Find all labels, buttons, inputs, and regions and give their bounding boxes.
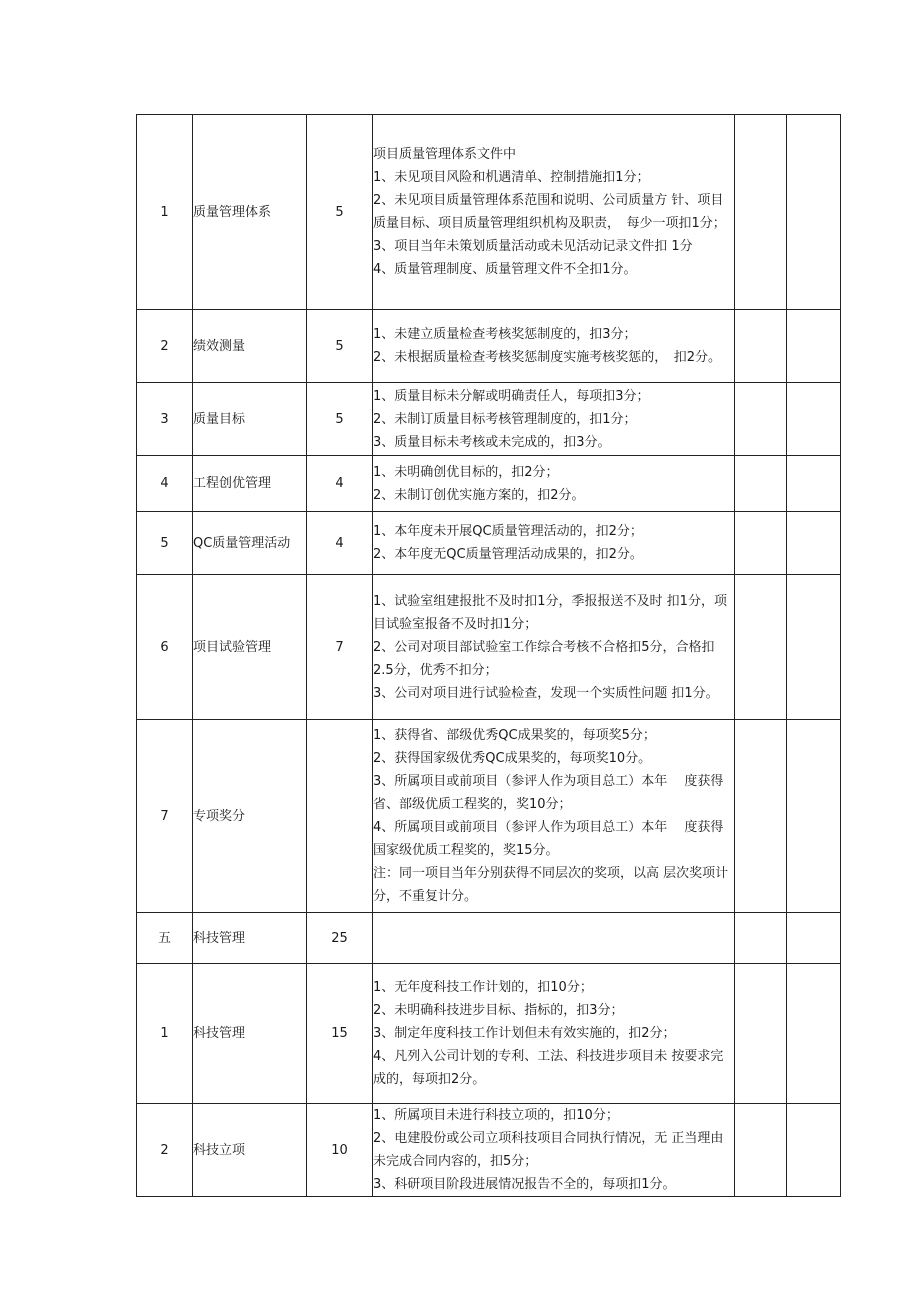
table-row (137, 115, 841, 310)
item-score: 10 (307, 1104, 373, 1197)
table-row (137, 575, 841, 720)
empty-cell (735, 456, 787, 512)
item-score: 5 (307, 115, 373, 310)
criteria-line: 1、未建立质量检查考核奖惩制度的，扣3分； (373, 327, 637, 342)
item-name: 绩效测量 (193, 310, 307, 383)
item-name: 科技管理 (193, 964, 307, 1104)
item-name: QC质量管理活动 (193, 512, 307, 575)
criteria (373, 383, 735, 456)
criteria-line: 1、无年度科技工作计划的，扣10分； (373, 980, 593, 995)
criteria-line: 1、未见项目风险和机遇清单、控制措施扣1分； (373, 170, 650, 185)
empty-cell (787, 115, 841, 310)
empty-cell (787, 575, 841, 720)
criteria-line: 注：同一项目当年分别获得不同层次的奖项，以高 层次奖项计分，不重复计分。 (373, 866, 729, 904)
empty-cell (787, 913, 841, 964)
empty-cell (787, 964, 841, 1104)
empty-cell (735, 310, 787, 383)
empty-cell (787, 383, 841, 456)
empty-cell (787, 512, 841, 575)
item-name: 科技立项 (193, 1104, 307, 1197)
criteria (373, 115, 735, 310)
criteria (373, 720, 735, 913)
row-number: 2 (137, 310, 193, 383)
empty-cell (787, 1104, 841, 1197)
table-row (137, 964, 841, 1104)
criteria-line: 4、凡列入公司计划的专利、工法、科技进步项目未 按要求完成的，每项扣2分。 (373, 1049, 724, 1087)
empty-cell (787, 720, 841, 913)
criteria-line: 2、未明确科技进步目标、指标的，扣3分； (373, 1003, 624, 1018)
empty-cell (735, 115, 787, 310)
criteria (373, 310, 735, 383)
criteria-line: 2、未制订创优实施方案的，扣2分。 (373, 487, 585, 503)
criteria (373, 1104, 735, 1197)
criteria-line: 4、质量管理制度、质量管理文件不全扣1分。 (373, 262, 637, 277)
item-name: 质量管理体系 (193, 115, 307, 310)
criteria-line: 2、本年度无QC质量管理活动成果的，扣2分。 (373, 547, 643, 562)
criteria (373, 913, 735, 964)
item-score: 15 (307, 964, 373, 1104)
empty-cell (735, 1104, 787, 1197)
criteria-line: 1、试验室组建报批不及时扣1分，季报报送不及时 扣1分，项目试验室报备不及时扣1分； (373, 593, 727, 632)
criteria-line: 1、获得省、部级优秀QC成果奖的，每项奖5分； (373, 728, 656, 743)
table-row (137, 383, 841, 456)
empty-cell (735, 913, 787, 964)
row-number: 4 (137, 456, 193, 512)
item-score: 4 (307, 512, 373, 575)
criteria-line: 3、质量目标未考核或未完成的，扣3分。 (373, 434, 611, 450)
criteria-line: 2、未制订质量目标考核管理制度的，扣1分； (373, 411, 637, 427)
table-row (137, 720, 841, 913)
criteria-line: 3、公司对项目进行试验检查，发现一个实质性问题 扣1分。 (373, 685, 719, 701)
empty-cell (735, 512, 787, 575)
item-score: 7 (307, 575, 373, 720)
row-number: 2 (137, 1104, 193, 1197)
row-number: 5 (137, 512, 193, 575)
empty-cell (787, 310, 841, 383)
table-row (137, 1104, 841, 1197)
criteria-line: 2、未见项目质量管理体系范围和说明、公司质量方 针、项目质量目标、项目质量管理组织机构及职责， 每少一项扣1分； (373, 193, 726, 231)
criteria-line: 2、公司对项目部试验室工作综合考核不合格扣5分，合格扣2.5分，优秀不扣分； (373, 639, 715, 678)
empty-cell (735, 575, 787, 720)
criteria-line: 3、项目当年未策划质量活动或未见活动记录文件扣 1分 (373, 239, 693, 254)
empty-cell (787, 456, 841, 512)
table-row (137, 310, 841, 383)
criteria (373, 964, 735, 1104)
criteria-line: 1、未明确创优目标的，扣2分； (373, 464, 559, 480)
criteria-line: 2、未根据质量检查考核奖惩制度实施考核奖惩的， 扣2分。 (373, 350, 722, 365)
section-number: 五 (137, 913, 193, 964)
criteria-line: 项目质量管理体系文件中 (373, 147, 517, 162)
row-number: 6 (137, 575, 193, 720)
item-name: 工程创优管理 (193, 456, 307, 512)
criteria-line: 3、所属项目或前项目（参评人作为项目总工）本年 度获得省、部级优质工程奖的，奖10分； (373, 774, 724, 812)
row-number: 1 (137, 115, 193, 310)
criteria (373, 456, 735, 512)
item-name: 质量目标 (193, 383, 307, 456)
row-number: 7 (137, 720, 193, 913)
criteria (373, 575, 735, 720)
criteria-line: 3、制定年度科技工作计划但未有效实施的，扣2分； (373, 1026, 676, 1041)
row-number: 3 (137, 383, 193, 456)
item-score: 4 (307, 456, 373, 512)
criteria-line: 1、所属项目未进行科技立项的，扣10分； (373, 1108, 619, 1123)
criteria-line: 1、质量目标未分解或明确责任人，每项扣3分； (373, 388, 650, 404)
section-name: 科技管理 (193, 913, 307, 964)
table-row (137, 512, 841, 575)
item-score: 5 (307, 383, 373, 456)
criteria (373, 512, 735, 575)
scoring-table (136, 114, 841, 1197)
table-row (137, 456, 841, 512)
empty-cell (735, 964, 787, 1104)
criteria-line: 1、本年度未开展QC质量管理活动的，扣2分； (373, 524, 643, 539)
item-score: 5 (307, 310, 373, 383)
item-name: 项目试验管理 (193, 575, 307, 720)
criteria-line: 2、获得国家级优秀QC成果奖的，每项奖10分。 (373, 751, 652, 766)
item-score (307, 720, 373, 913)
section-score: 25 (307, 913, 373, 964)
criteria-line: 4、所属项目或前项目（参评人作为项目总工）本年 度获得国家级优质工程奖的，奖15分。 (373, 820, 724, 858)
criteria-line: 3、科研项目阶段进展情况报告不全的，每项扣1分。 (373, 1177, 676, 1192)
empty-cell (735, 383, 787, 456)
empty-cell (735, 720, 787, 913)
criteria-line: 2、电建股份或公司立项科技项目合同执行情况，无 正当理由未完成合同内容的，扣5分； (373, 1131, 724, 1169)
row-number: 1 (137, 964, 193, 1104)
section-row (137, 913, 841, 964)
item-name: 专项奖分 (193, 720, 307, 913)
